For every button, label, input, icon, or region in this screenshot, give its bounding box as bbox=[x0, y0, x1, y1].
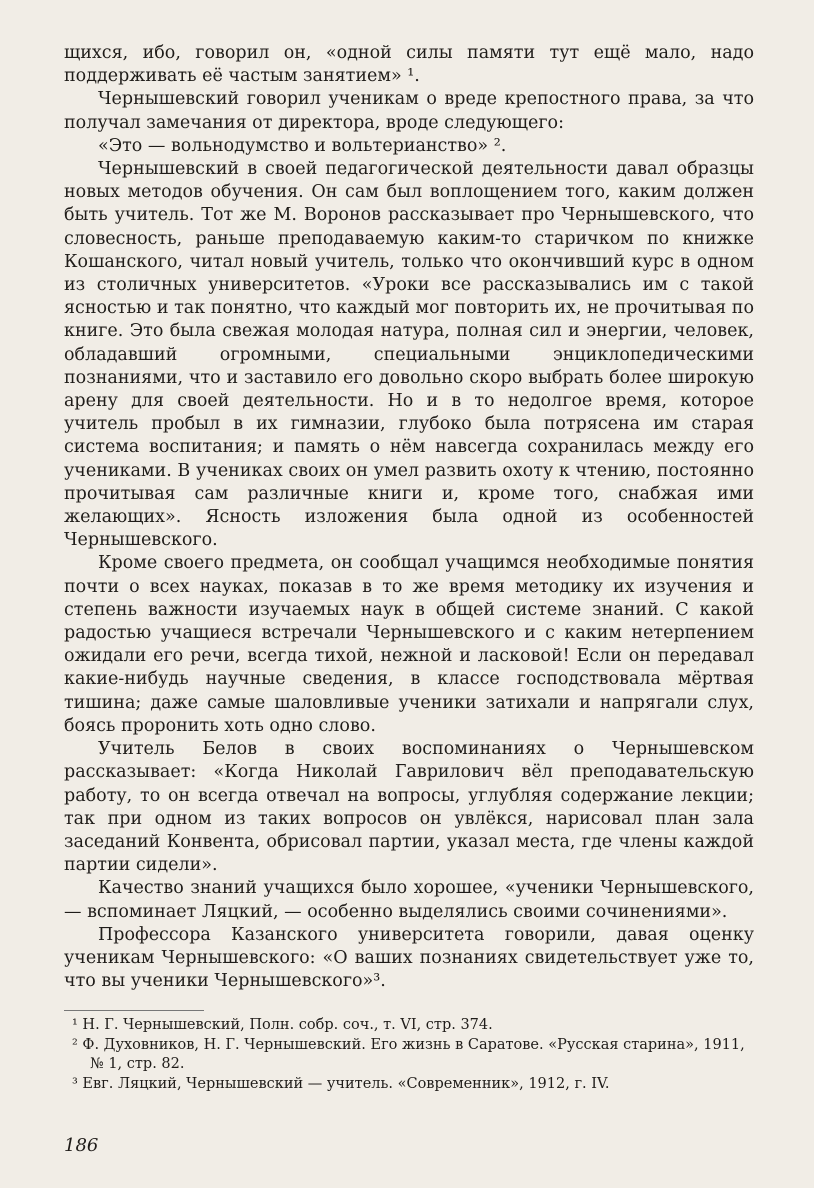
footnotes bbox=[64, 1016, 754, 1094]
paragraph: Профессора Казанского университета говорили, давая оценку ученикам Чернышевского: «О ваших познаниях свидетельствует уже то, что вы ученики Чернышевского»³. bbox=[64, 924, 754, 992]
paragraph: Чернышевский в своей педагогической деятельности давал образцы новых методов обучения. Он сам был воплощением того, каким должен быть учитель. Тот же М. Воронов рассказывает про Чернышевского, что словесность, раньше преподаваемую каким-то старичком по книжке Кошанского, читал новый учитель, только что окончивший курс в одном из столичных университетов. «Уроки все рассказывались им с такой ясностью и так понятно, что каждый мог повторить их, не прочитывая по книге. Это была свежая молодая натура, полная сил и энергии, человек, обладавший огромными, специальными энциклопедическими познаниями, что и заставило его довольно скоро выбрать более широкую арену для своей деятельности. Но и в то недолгое время, которое учитель пробыл в их гимназии, глубоко была потрясена им старая система воспитания; и память о нём навсегда сохранилась между его учениками. В учениках своих он умел развить охоту к чтению, постоянно прочитывая сам различные книги и, кроме того, снабжая ими желающих». Ясность изложения была одной из особенностей Чернышевского. bbox=[64, 159, 754, 551]
paragraph: Учитель Белов в своих воспоминаниях о Чернышевском рассказывает: «Когда Николай Гаврилович вёл преподавательскую работу, то он всегда отвечал на вопросы, углубляя содержание лекции; так при одном из таких вопросов он увлёкся, нарисовал план зала заседаний Конвента, обрисовал партии, указал места, где члены каждой партии сидели». bbox=[64, 739, 754, 876]
footnote-divider bbox=[64, 1010, 204, 1011]
paragraph: щихся, ибо, говорил он, «одной силы памяти тут ещё мало, надо поддерживать её частым занятием» ¹. bbox=[64, 43, 754, 87]
footnote: ¹ Н. Г. Чернышевский, Полн. собр. соч., т. VI, стр. 374. bbox=[72, 1017, 493, 1033]
paragraph: Качество знаний учащихся было хорошее, «ученики Чернышевского, — вспоминает Ляцкий, — особенно выделялись своими сочинениями». bbox=[64, 878, 754, 922]
footnote: ³ Евг. Ляцкий, Чернышевский — учитель. «Современник», 1912, г. IV. bbox=[72, 1075, 610, 1092]
paragraph: Кроме своего предмета, он сообщал учащимся необходимые понятия почти о всех науках, показав в то же время методику их изучения и степень важности изучаемых наук в общей системе знаний. С какой радостью учащиеся встречали Чернышевского и с каким нетерпением ожидали его речи, всегда тихой, нежной и ласковой! Если он передавал какие-нибудь научные сведения, в классе господствовала мёртвая тишина; даже самые шаловливые ученики затихали и напрягали слух, боясь проронить хоть одно слово. bbox=[64, 553, 754, 736]
page-number: 186 bbox=[64, 1135, 99, 1156]
paragraph: Чернышевский говорил ученикам о вреде крепостного права, за что получал замечания от директора, вроде следующего: bbox=[64, 89, 754, 133]
main-text bbox=[64, 42, 754, 993]
footnote: ² Ф. Духовников, Н. Г. Чернышевский. Его жизнь в Саратове. «Русская старина», 1911, № 1, стр. 82. bbox=[72, 1036, 745, 1072]
paragraph: «Это — вольнодумство и вольтерианство» ². bbox=[98, 135, 507, 156]
